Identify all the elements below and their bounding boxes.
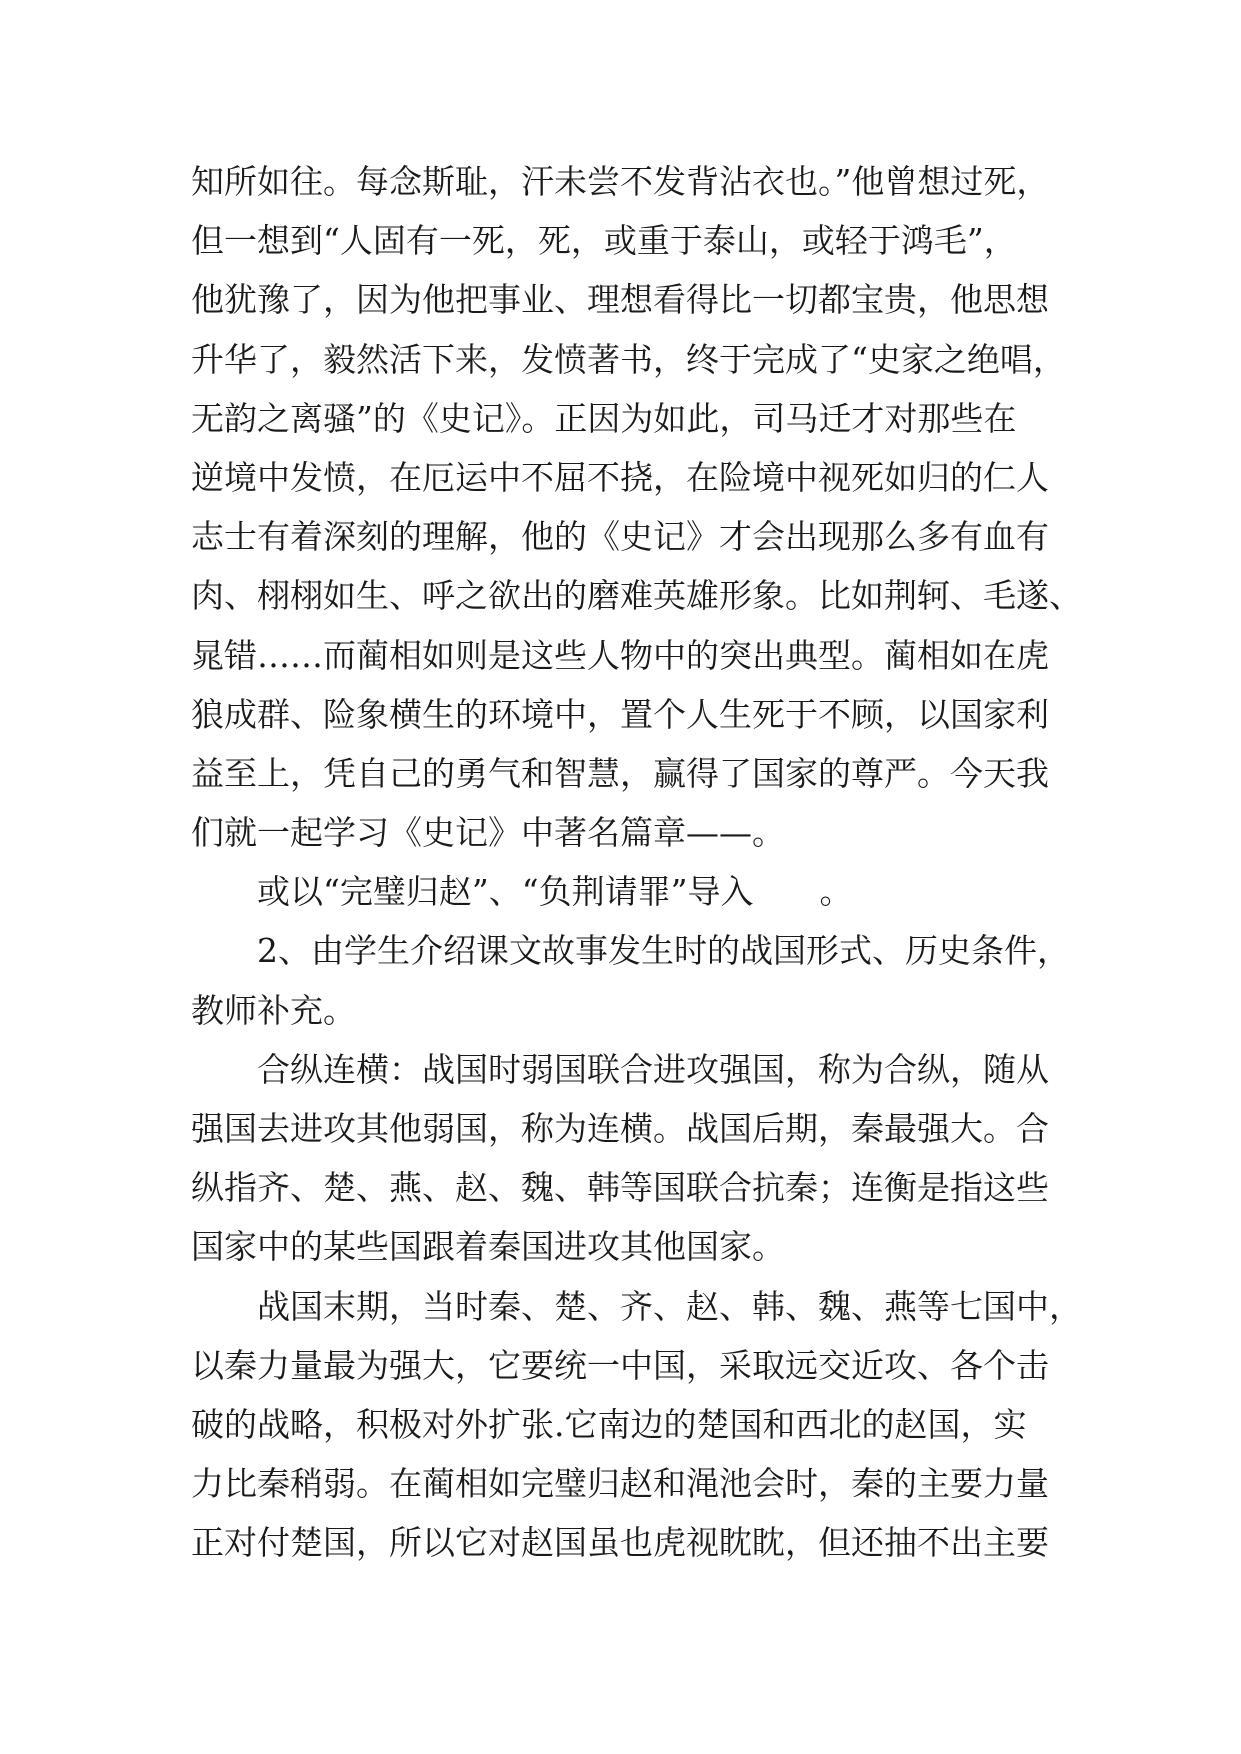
text-line: 逆境中发愤，在厄运中不屈不挠，在险境中视死如归的仁人	[191, 457, 1049, 497]
text-line: 狼成群、险象横生的环境中，置个人生死于不顾，以国家利	[191, 694, 1049, 734]
text-line: 或以“完璧归赵”、“负荆请罪”导入 。	[257, 872, 853, 912]
text-line: 强国去进攻其他弱国，称为连横。战国后期，秦最强大。合	[191, 1109, 1049, 1148]
text-line: 纵指齐、楚、燕、赵、魏、韩等国联合抗秦；连衡是指这些	[191, 1168, 1049, 1208]
body-text	[191, 152, 1082, 1573]
text-line: 正对付楚国，所以它对赵国虽也虎视眈眈，但还抽不出主要	[191, 1523, 1049, 1563]
text-line: 国家中的某些国跟着秦国进攻其他国家。	[191, 1227, 785, 1267]
text-line: 破的战略，积极对外扩张.它南边的楚国和西北的赵国，实	[191, 1404, 1027, 1444]
text-line: 2、由学生介绍课文故事发生时的战国形式、历史条件，	[257, 931, 1070, 971]
text-line: 战国末期，当时秦、楚、齐、赵、韩、魏、燕等七国中，	[257, 1286, 1082, 1326]
text-line: 力比秦稍弱。在蔺相如完璧归赵和渑池会时，秦的主要力量	[191, 1464, 1049, 1504]
text-line: 但一想到“人固有一死，死，或重于泰山，或轻于鸿毛”，	[191, 221, 1017, 261]
text-line: 们就一起学习《史记》中著名篇章——。	[191, 813, 785, 853]
text-line: 知所如往。每念斯耻，汗未尝不发背沾衣也。”他曾想过死，	[191, 162, 1050, 201]
text-line: 益至上，凭自己的勇气和智慧，赢得了国家的尊严。今天我	[191, 753, 1049, 793]
text-line: 教师补充。	[191, 990, 356, 1030]
text-line: 他犹豫了，因为他把事业、理想看得比一切都宝贵，他思想	[191, 280, 1049, 320]
text-line: 合纵连横：战国时弱国联合进攻强国，称为合纵，随从	[257, 1049, 1049, 1089]
text-line: 晁错……而蔺相如则是这些人物中的突出典型。蔺相如在虎	[191, 635, 1049, 675]
text-line: 以秦力量最为强大，它要统一中国，采取远交近攻、各个击	[191, 1345, 1049, 1385]
text-line: 肉、栩栩如生、呼之欲出的磨难英雄形象。比如荆轲、毛遂、	[191, 576, 1082, 616]
text-line: 升华了，毅然活下来，发愤著书，终于完成了“史家之绝唱，	[191, 339, 1066, 379]
text-line: 无韵之离骚”的《史记》。正因为如此，司马迁才对那些在	[191, 398, 1017, 438]
text-line: 志士有着深刻的理解，他的《史记》才会出现那么多有血有	[191, 517, 1049, 557]
